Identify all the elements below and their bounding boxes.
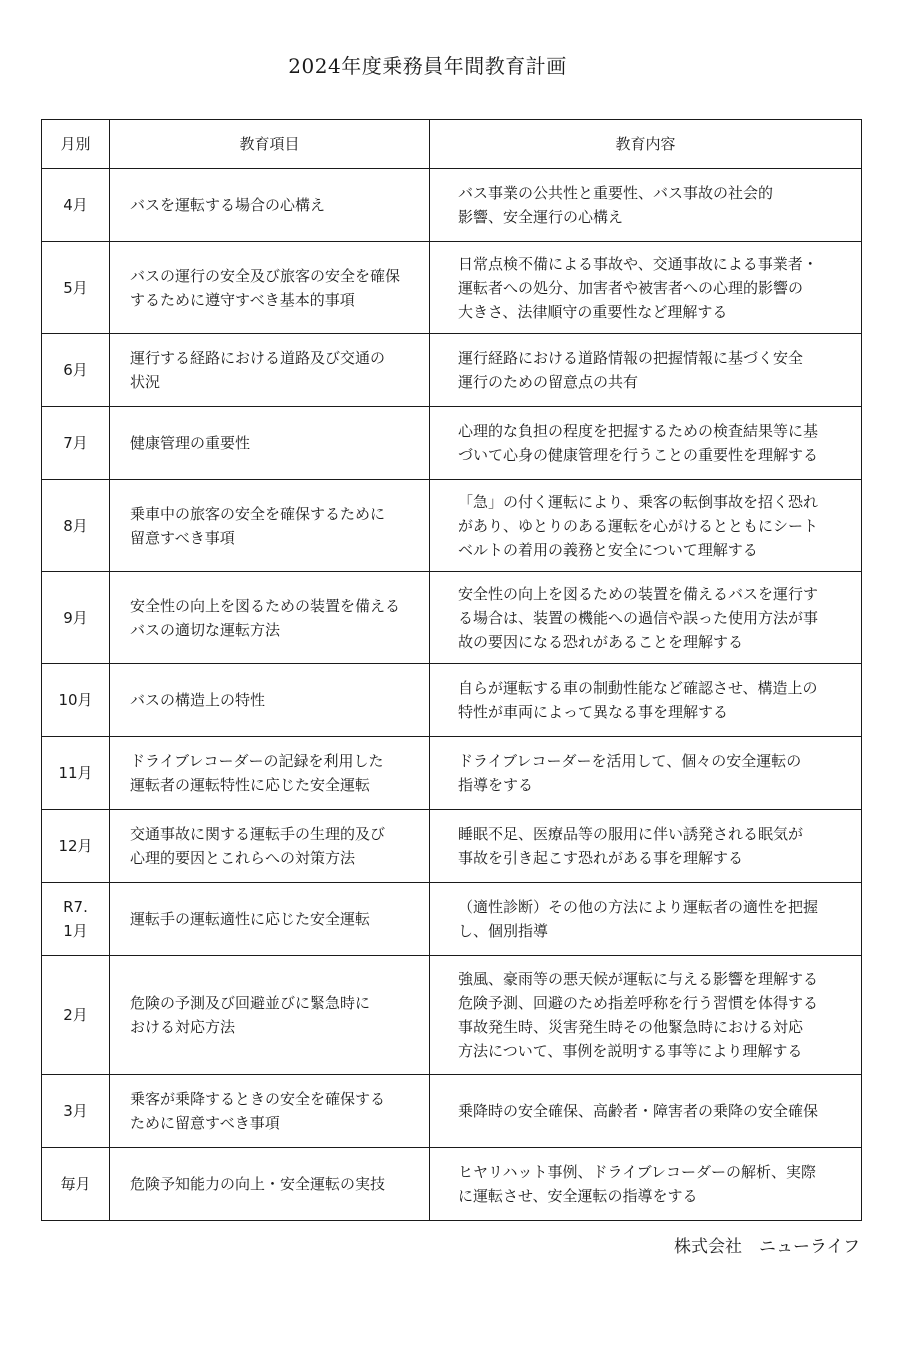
table-row xyxy=(42,1148,862,1221)
table-row xyxy=(42,407,862,480)
month-cell xyxy=(42,956,110,1075)
content-text-line: 自らが運転する車の制動性能など確認させ、構造上の xyxy=(458,679,818,697)
table-row xyxy=(42,956,862,1075)
content-cell xyxy=(430,480,862,572)
item-text-line: バスの構造上の特性 xyxy=(130,691,266,709)
month-cell xyxy=(42,737,110,810)
item-cell xyxy=(110,407,430,480)
item-text-line: 安全性の向上を図るための装置を備える xyxy=(130,596,401,615)
content-cell xyxy=(430,1075,862,1148)
item-cell xyxy=(110,883,430,956)
table-row xyxy=(42,664,862,737)
month-text-line: 8月 xyxy=(63,516,88,535)
content-cell xyxy=(430,1148,862,1221)
content-text-line: ヒヤリハット事例、ドライブレコーダーの解析、実際 xyxy=(458,1163,817,1181)
content-text-line: に運転させ、安全運転の指導をする xyxy=(458,1187,698,1205)
content-text-line: 故の要因になる恐れがあることを理解する xyxy=(458,632,744,651)
item-cell xyxy=(110,334,430,407)
table-body xyxy=(42,169,862,1221)
month-cell xyxy=(42,334,110,407)
content-text-line: があり、ゆとりのある運転を心がけるとともにシート xyxy=(458,516,819,535)
content-cell xyxy=(430,169,862,242)
company-name: 株式会社 ニューライフ xyxy=(674,1237,860,1257)
content-cell xyxy=(430,883,862,956)
content-cell xyxy=(430,956,862,1075)
content-text-line: し、個別指導 xyxy=(458,922,549,940)
content-text-line: 乗降時の安全確保、高齢者・障害者の乗降の安全確保 xyxy=(458,1102,819,1120)
item-cell xyxy=(110,572,430,664)
item-text-line: ドライブレコーダーの記録を利用した xyxy=(130,752,384,770)
item-text-line: 健康管理の重要性 xyxy=(130,434,251,452)
item-text-line: 危険の予測及び回避並びに緊急時に xyxy=(130,994,371,1012)
item-text-line: 運転手の運転適性に応じた安全運転 xyxy=(130,910,371,928)
table-row xyxy=(42,334,862,407)
month-cell xyxy=(42,242,110,334)
item-text-line: ために留意すべき事項 xyxy=(130,1114,280,1132)
item-cell xyxy=(110,1148,430,1221)
table-row xyxy=(42,480,862,572)
item-cell xyxy=(110,956,430,1075)
month-text-line: 11月 xyxy=(58,764,93,782)
content-cell xyxy=(430,334,862,407)
table-row xyxy=(42,737,862,810)
content-text-line: 安全性の向上を図るための装置を備えるバスを運行す xyxy=(458,584,819,603)
content-text-line: ドライブレコーダーを活用して、個々の安全運転の xyxy=(458,752,802,770)
month-text-line: 12月 xyxy=(58,837,93,855)
item-cell xyxy=(110,664,430,737)
item-text-line: 危険予知能力の向上・安全運転の実技 xyxy=(130,1175,386,1193)
month-text-line: 9月 xyxy=(63,608,88,627)
month-text-line: 5月 xyxy=(63,278,88,297)
content-text-line: バス事業の公共性と重要性、バス事故の社会的 xyxy=(458,184,774,202)
content-text-line: 指導をする xyxy=(458,776,534,794)
month-text-line: 7月 xyxy=(63,434,88,452)
month-text-line: 1月 xyxy=(63,922,88,940)
month-cell xyxy=(42,480,110,572)
item-text-line: バスの運行の安全及び旅客の安全を確保 xyxy=(130,266,401,285)
month-text-line: 4月 xyxy=(63,196,88,214)
content-cell xyxy=(430,810,862,883)
content-text-line: 心理的な負担の程度を把握するための検査結果等に基 xyxy=(458,422,819,440)
content-text-line: 特性が車両によって異なる事を理解する xyxy=(458,703,729,721)
table-row xyxy=(42,169,862,242)
item-text-line: おける対応方法 xyxy=(130,1018,236,1036)
month-text-line: 6月 xyxy=(63,361,88,379)
content-text-line: づいて心身の健康管理を行うことの重要性を理解する xyxy=(458,446,819,464)
month-text-line: 10月 xyxy=(58,691,93,709)
content-cell xyxy=(430,242,862,334)
header-item: 教育項目 xyxy=(110,120,430,169)
table-row xyxy=(42,572,862,664)
item-text-line: バスを運転する場合の心構え xyxy=(130,196,326,214)
content-text-line: 運行経路における道路情報の把握情報に基づく安全 xyxy=(458,349,804,367)
table-row xyxy=(42,1075,862,1148)
content-text-line: 運転者への処分、加害者や被害者への心理的影響の xyxy=(458,278,804,297)
content-text-line: 事故を引き起こす恐れがある事を理解する xyxy=(458,849,744,867)
content-text-line: 方法について、事例を説明する事等により理解する xyxy=(458,1042,803,1060)
table-row xyxy=(42,883,862,956)
table-row xyxy=(42,810,862,883)
document-title: 2024年度乗務員年間教育計画 xyxy=(288,54,567,78)
item-cell xyxy=(110,480,430,572)
item-text-line: 乗車中の旅客の安全を確保するために xyxy=(130,504,386,523)
content-text-line: 影響、安全運行の心構え xyxy=(458,208,624,226)
item-text-line: 乗客が乗降するときの安全を確保する xyxy=(130,1090,386,1108)
item-text-line: するために遵守すべき基本的事項 xyxy=(130,290,355,309)
content-text-line: （適性診断）その他の方法により運転者の適性を把握 xyxy=(458,898,819,916)
content-text-line: ベルトの着用の義務と安全について理解する xyxy=(458,540,758,559)
education-plan-table xyxy=(41,119,862,1221)
month-cell xyxy=(42,572,110,664)
content-text-line: 事故発生時、災害発生時その他緊急時における対応 xyxy=(458,1018,804,1036)
header-content: 教育内容 xyxy=(430,120,862,169)
content-cell xyxy=(430,737,862,810)
content-text-line: 大きさ、法律順守の重要性など理解する xyxy=(458,302,728,321)
item-text-line: バスの適切な運転方法 xyxy=(130,620,281,639)
content-cell xyxy=(430,664,862,737)
content-text-line: 強風、豪雨等の悪天候が運転に与える影響を理解する xyxy=(458,970,819,988)
month-text-line: 3月 xyxy=(63,1102,88,1120)
item-text-line: 運転者の運転特性に応じた安全運転 xyxy=(130,776,371,794)
content-text-line: る場合は、装置の機能への過信や誤った使用方法が事 xyxy=(458,608,819,627)
item-cell xyxy=(110,737,430,810)
content-cell xyxy=(430,572,862,664)
month-cell xyxy=(42,1148,110,1221)
month-cell xyxy=(42,664,110,737)
item-cell xyxy=(110,169,430,242)
item-cell xyxy=(110,242,430,334)
month-cell xyxy=(42,169,110,242)
table-header-row xyxy=(42,120,862,169)
header-month: 月別 xyxy=(42,120,110,169)
month-cell xyxy=(42,883,110,956)
item-text-line: 交通事故に関する運転手の生理的及び xyxy=(130,825,386,843)
item-text-line: 心理的要因とこれらへの対策方法 xyxy=(130,849,356,867)
item-cell xyxy=(110,1075,430,1148)
content-text-line: 日常点検不備による事故や、交通事故による事業者・ xyxy=(458,254,818,273)
content-cell xyxy=(430,407,862,480)
month-cell xyxy=(42,407,110,480)
month-cell xyxy=(42,810,110,883)
month-cell xyxy=(42,1075,110,1148)
item-text-line: 留意すべき事項 xyxy=(130,528,235,547)
table-row xyxy=(42,242,862,334)
month-text-line: 2月 xyxy=(63,1006,88,1024)
month-text-line: R7. xyxy=(63,898,88,916)
item-text-line: 運行する経路における道路及び交通の xyxy=(130,349,386,367)
month-text-line: 毎月 xyxy=(60,1175,91,1193)
item-cell xyxy=(110,810,430,883)
content-text-line: 睡眠不足、医療品等の服用に伴い誘発される眠気が xyxy=(458,825,804,843)
content-text-line: 運行のための留意点の共有 xyxy=(458,373,639,391)
content-text-line: 危険予測、回避のため指差呼称を行う習慣を体得する xyxy=(458,994,819,1012)
item-text-line: 状況 xyxy=(130,373,161,391)
content-text-line: 「急」の付く運転により、乗客の転倒事故を招く恐れ xyxy=(458,492,819,511)
